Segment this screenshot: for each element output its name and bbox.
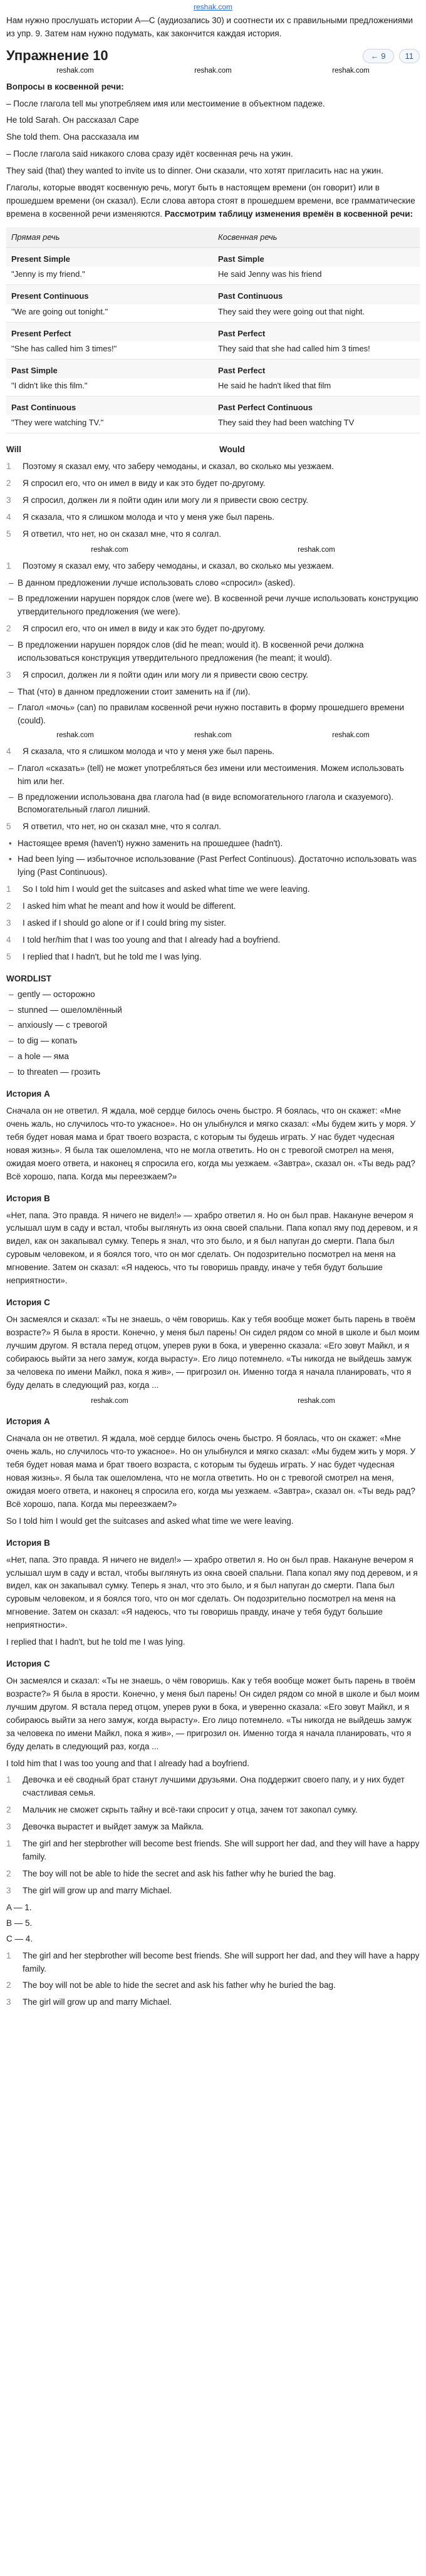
list-item-text: I asked him what he meant and how it would be different.: [23, 901, 236, 911]
rule-example: They said (that) they wanted to invite us to dinner. Они сказали, что хотят пригласить нас на ужин.: [6, 166, 383, 176]
answer-key-item: B — 5.: [6, 1918, 33, 1928]
list-item: 3 Я спросил, должен ли я пойти один или могу ли я привести свою сестру.: [6, 669, 420, 682]
list-item-text: The boy will not be able to hide the secret and ask his father why he buried the bag.: [23, 1868, 336, 1878]
watermark: reshak.com: [56, 731, 94, 739]
would-label: Would: [219, 445, 245, 455]
answer-key-item: A — 1.: [6, 1902, 32, 1912]
bullet: – В данном предложении лучше использовать слово «спросил» (asked).: [18, 577, 420, 590]
word-item: – stunned — ошеломлённый: [18, 1004, 420, 1017]
list-item-text: Девочка и её сводный брат станут лучшими друзьями. Она поддержит своего папу, и у них будет счастливая семья.: [23, 1775, 405, 1798]
table-cell: Present Continuous: [6, 285, 213, 304]
list-item: 2 The boy will not be able to hide the secret and ask his father why he buried the bag.: [6, 1979, 420, 1992]
exercise-header: [6, 48, 420, 64]
list-item-text: Девочка вырастет и выйдет замуж за Майкла.: [23, 1822, 204, 1832]
watermark: reshak.com: [56, 66, 94, 75]
table-row: [6, 378, 420, 396]
list-item-text: I asked if I should go alone or if I could bring my sister.: [23, 918, 226, 928]
bullet-list: [6, 837, 420, 879]
list-item-text: Я сказала, что я слишком молода и что у меня уже был парень.: [23, 512, 274, 522]
list-item-text: The girl will grow up and marry Michael.: [23, 1997, 172, 2007]
list-item: 4 I told her/him that I was too young and that I already had a boyfriend.: [6, 934, 420, 947]
watermark: reshak.com: [91, 1397, 128, 1405]
story-title: История A: [6, 1417, 50, 1427]
list-item-text: Поэтому я сказал ему, что заберу чемоданы, и сказал, во сколько мы уезжаем.: [23, 561, 334, 571]
list-item-text: Я спросил, должен ли я пойти один или могу ли я привести свою сестру.: [23, 495, 308, 505]
watermark-row: [6, 730, 420, 742]
list-item: 5 Я ответил, что нет, но он сказал мне, что я солгал.: [6, 820, 420, 834]
bullet-list: [6, 762, 420, 817]
watermark-row: [6, 66, 420, 77]
table-cell: He said he hadn't liked that film: [213, 378, 420, 396]
list-item: 5 I replied that I hadn't, but he told me I was lying.: [6, 951, 420, 964]
watermark: reshak.com: [298, 546, 335, 554]
table-header: Косвенная речь: [213, 227, 420, 248]
list-item-text: Я спросил, должен ли я пойти один или могу ли я привести свою сестру.: [23, 670, 308, 680]
list-item-text: So I told him I would get the suitcases and asked what time we were leaving.: [23, 884, 310, 894]
table-cell: Present Perfect: [6, 322, 213, 341]
table-cell: Past Perfect: [213, 322, 420, 341]
word-item: – a hole — яма: [18, 1050, 420, 1063]
list-item: 2 Я спросил его, что он имел в виду и как это будет по-другому.: [6, 477, 420, 490]
list-item: 1 Поэтому я сказал ему, что заберу чемоданы, и сказал, во сколько мы уезжаем.: [6, 560, 420, 573]
watermark: reshak.com: [298, 1397, 335, 1405]
rule-text-body: Глаголы, которые вводят косвенную речь, могут быть в настоящем времени (он говорит) или в прошедшем времени (он сказал). Если слова автора стоят в прошедшем времени, все грамматические времена в косвенной речи изменяются.: [6, 183, 415, 219]
table-row: [6, 415, 420, 433]
bullet: – Глагол «сказать» (tell) не может употребляться без имени или местоимения. Можем использовать him или her.: [18, 762, 420, 789]
list-item-text: Поэтому я сказал ему, что заберу чемоданы, и сказал, во сколько мы уезжаем.: [23, 462, 334, 472]
site-link[interactable]: reshak.com: [193, 3, 233, 11]
story-text: Он засмеялся и сказал: «Ты не знаешь, о чём говоришь. Как у тебя вообще может быть парень в твоём возрасте?» Я была в ярости. Конечно, у меня был парень! Он сидел рядом со мной в школе и был моим лучшим другом. Я встала перед отцом, уперев руки в бока, и уверенно сказала: «Его зовут Майкл, и я собираюсь выйти за него замуж, когда вырасту». Его лицо потемнело. «Ты никогда не выйдешь замуж за человека по имени Майкл, пока я жив», — пригрозил он. Именно тогда я начала планировать, что я буду делать в следующий раз, когда ...: [6, 1314, 420, 1390]
translation-list: [6, 460, 420, 541]
story-text: «Нет, папа. Это правда. Я ничего не видел!» — храбро ответил я. Но он был прав. Накануне вечером я услышал шум в саду и встал, чтобы выглянуть из окна своей спальни. Папа копал яму под деревом, и я видел, как он закапывал сумку. Теперь я знал, что это было, и я был напуган до смерти. Папа был суровым человеком, и я боялся того, что он мог сделать. Он подозрительно посмотрел на меня на мгновение. Затем он сказал: «Я надеюсь, что ты говоришь правду, иначе у тебя будут большие неприятности».: [6, 1210, 418, 1286]
will-label: Will: [6, 445, 21, 455]
rule-text: [6, 182, 420, 221]
list-item-text: The girl will grow up and marry Michael.: [23, 1885, 172, 1895]
list-item: 1 So I told him I would get the suitcases and asked what time we were leaving.: [6, 883, 420, 896]
bullet: – That (что) в данном предложении стоит заменить на if (ли).: [18, 686, 420, 699]
table-cell: "Jenny is my friend.": [6, 267, 213, 285]
list-item-text: Я ответил, что нет, но он сказал мне, что я солгал.: [23, 822, 222, 832]
watermark: reshak.com: [332, 66, 370, 75]
will-would-row: [6, 443, 420, 457]
list-item: 3 I asked if I should go alone or if I could bring my sister.: [6, 917, 420, 930]
word-item: – to dig — копать: [18, 1035, 420, 1048]
bullet-list: [6, 686, 420, 728]
table-row: [6, 248, 420, 267]
table-cell: They said they had been watching TV: [213, 415, 420, 433]
next-exercise-button[interactable]: 11: [399, 49, 420, 63]
table-row: [6, 285, 420, 304]
bullet: – Глагол «мочь» (can) по правилам косвенной речи нужно поставить в форму прошедшего времени (could).: [18, 701, 420, 728]
list-item: 3 Девочка вырастет и выйдет замуж за Майкла.: [6, 1821, 420, 1834]
list-item: 2 I asked him what he meant and how it would be different.: [6, 900, 420, 913]
answer-key: [6, 1901, 420, 1946]
table-cell: "I didn't like this film.": [6, 378, 213, 396]
bullet: – В предложении нарушен порядок слов (did he mean; would it). В косвенной речи должна использоваться конструкция утвердительного предложения (he meant; it would).: [18, 639, 420, 665]
list-item-text: The girl and her stepbrother will become best friends. She will support her dad, and they will have a happy family.: [23, 1839, 420, 1862]
watermark: reshak.com: [194, 731, 232, 739]
story-text: Сначала он не ответил. Я ждала, моё сердце билось очень быстро. Я боялась, что он скажет: «Мне очень жаль, но случилось что-то ужасное». Но он улыбнулся и мягко сказал: «Мы будем жить у моря. У тебя будет новая мама и брат твоего возраста, с которым ты будешь играть. У нас будет чудесная новая жизнь». Я была так ошеломлена, что не могла ответить. Но он с тревогой смотрел на меня, ожидая моего ответа, и наконец я спросила его, когда мы уезжаем. «Завтра», сказал он. «Ты ведь рад? Всё хорошо, папа. Когда мы переезжаем?»: [6, 1106, 416, 1181]
answer-sentence: [6, 1515, 420, 1528]
table-cell: Past Continuous: [213, 285, 420, 304]
table-header: Прямая речь: [6, 227, 213, 248]
answer-sentence-text: I told him that I was too young and that I already had a boyfriend.: [6, 1758, 249, 1768]
table-row: [6, 322, 420, 341]
list-item: 3 Я спросил, должен ли я пойти один или могу ли я привести свою сестру.: [6, 494, 420, 507]
table-cell: Past Perfect Continuous: [213, 396, 420, 416]
table-cell: They said that she had called him 3 times!: [213, 341, 420, 360]
exercise-title: Упражнение 10: [6, 48, 108, 64]
table-cell: Past Simple: [6, 359, 213, 378]
correction-list: [6, 669, 420, 682]
wordlist: [6, 988, 420, 1080]
table-cell: Present Simple: [6, 248, 213, 267]
list-item: 2 Мальчик не сможет скрыть тайну и всё-таки спросит у отца, зачем тот закопал сумку.: [6, 1804, 420, 1817]
table-cell: They said they were going out that night.: [213, 304, 420, 323]
answer-sentence: [6, 1757, 420, 1771]
list-item: 5 Я ответил, что нет, но он сказал мне, что я солгал.: [6, 528, 420, 541]
answer-key-item: C — 4.: [6, 1933, 33, 1943]
correction-list: [6, 820, 420, 834]
rule-example: He told Sarah. Он рассказал Саре: [6, 115, 139, 125]
rule-text: – После глагола tell мы употребляем имя или местоимение в объектном падеже.: [6, 98, 325, 108]
rule-text-bold: Рассмотрим таблицу изменения времён в косвенной речи:: [164, 209, 413, 219]
table-row: [6, 304, 420, 323]
prev-exercise-button[interactable]: ← 9: [363, 49, 394, 63]
story-title: История B: [6, 1538, 50, 1548]
table-row: [6, 396, 420, 416]
endings-en-final: [6, 1950, 420, 2010]
list-item: 1 The girl and her stepbrother will become best friends. She will support her dad, and they will have a happy family.: [6, 1838, 420, 1864]
table-cell: "We are going out tonight.": [6, 304, 213, 323]
word-item: – gently — осторожно: [18, 988, 420, 1001]
list-item: 1 Поэтому я сказал ему, что заберу чемоданы, и сказал, во сколько мы уезжаем.: [6, 460, 420, 473]
bullet: • Настоящее время (haven't) нужно заменить на прошедшее (hadn't).: [18, 837, 420, 851]
watermark: reshak.com: [332, 731, 370, 739]
table-row: [6, 267, 420, 285]
bullet-list: [6, 639, 420, 665]
list-item-text: Я ответил, что нет, но он сказал мне, что я солгал.: [23, 529, 222, 539]
bullet-list: [6, 577, 420, 619]
story-text: Он засмеялся и сказал: «Ты не знаешь, о чём говоришь. Как у тебя вообще может быть парень в твоём возрасте?» Я была в ярости. Конечно, у меня был парень! Он сидел рядом со мной в школе и был моим лучшим другом. Я встала перед отцом, уперев руки в бока, и уверенно сказала: «Его зовут Майкл, и я собираюсь выйти за него замуж, когда вырасту». Его лицо потемнело. «Ты никогда не выйдешь замуж за человека по имени Майкл, пока я жив», — пригрозил он. Именно тогда я начала планировать, что я буду делать в следующий раз, когда ...: [6, 1675, 420, 1751]
list-item-text: I told her/him that I was too young and that I already had a boyfriend.: [23, 934, 281, 944]
table-cell: "She has called him 3 times!": [6, 341, 213, 360]
story-title: История A: [6, 1089, 50, 1099]
bullet: – В предложении использована два глагола had (в виде вспомогательного глагола и сказуемого). Вспомогательный глагол лишний.: [18, 791, 420, 817]
story-title: История C: [6, 1298, 50, 1308]
tense-table: [6, 227, 420, 434]
watermark: reshak.com: [91, 546, 128, 554]
table-row: [6, 341, 420, 360]
answer-sentence-text: I replied that I hadn't, but he told me I was lying.: [6, 1637, 185, 1647]
list-item-text: Я сказала, что я слишком молода и что у меня уже был парень.: [23, 746, 274, 756]
bullet: – В предложении нарушен порядок слов (were we). В косвенной речи лучше использовать конструкцию утвердительного предложения (we were).: [18, 592, 420, 619]
bullet: • Had been lying — избыточное использование (Past Perfect Continuous). Достаточно использовать was lying (Past Continuous).: [18, 853, 420, 879]
table-cell: Past Continuous: [6, 396, 213, 416]
correct-sentences-list: [6, 883, 420, 964]
correction-list: [6, 560, 420, 573]
table-cell: He said Jenny was his friend: [213, 267, 420, 285]
list-item-text: The boy will not be able to hide the secret and ask his father why he buried the bag.: [23, 1980, 336, 1990]
rule-text: – После глагола said никакого слова сразу идёт косвенная речь на ужин.: [6, 149, 293, 159]
list-item-text: Я спросил его, что он имел в виду и как это будет по-другому.: [23, 623, 266, 633]
exercise-nav: [363, 49, 420, 63]
watermark-row: [6, 545, 420, 556]
list-item: 1 Девочка и её сводный брат станут лучшими друзьями. Она поддержит своего папу, и у них будет счастливая семья.: [6, 1774, 420, 1800]
answer-sentence: [6, 1636, 420, 1649]
correction-list: [6, 745, 420, 758]
table-cell: "They were watching TV.": [6, 415, 213, 433]
rules-heading: Вопросы в косвенной речи:: [6, 81, 124, 91]
list-item: 4 Я сказала, что я слишком молода и что у меня уже был парень.: [6, 745, 420, 758]
list-item-text: Я спросил его, что он имел в виду и как это будет по-другому.: [23, 478, 266, 489]
list-item-text: Мальчик не сможет скрыть тайну и всё-таки спросит у отца, зачем тот закопал сумку.: [23, 1805, 358, 1815]
correction-list: [6, 623, 420, 636]
table-row: [6, 359, 420, 378]
word-item: – to threaten — грозить: [18, 1066, 420, 1079]
story-title: История C: [6, 1659, 50, 1669]
list-item: 3 The girl will grow up and marry Michael.: [6, 1996, 420, 2009]
story-text: Сначала он не ответил. Я ждала, моё сердце билось очень быстро. Я боялась, что он скажет: «Мне очень жаль, но случилось что-то ужасное». Но он улыбнулся и мягко сказал: «Мы будем жить у моря. У тебя будет новая мама и брат твоего возраста, с которым ты будешь играть. У нас будет чудесная новая жизнь». Я была так ошеломлена, что не могла ответить. Но он с тревогой смотрел на меня, ожидая моего ответа, и наконец я спросила его, когда мы уезжаем. «Завтра», сказал он. «Ты ведь рад? Всё хорошо, папа. Когда мы переезжаем?»: [6, 1434, 416, 1509]
intro-text: Нам нужно прослушать истории A—C (аудиозапись 30) и соотнести их с правильными предложениями из упр. 9. Затем нам нужно подумать, как закончится каждая история.: [6, 15, 413, 38]
wordlist-title: WORDLIST: [6, 973, 51, 983]
table-cell: Past Perfect: [213, 359, 420, 378]
list-item: 3 The girl will grow up and marry Michael.: [6, 1885, 420, 1898]
endings-list: [6, 1774, 420, 1834]
list-item: 2 The boy will not be able to hide the secret and ask his father why he buried the bag.: [6, 1868, 420, 1881]
rule-example: She told them. Она рассказала им: [6, 132, 139, 142]
list-item-text: The girl and her stepbrother will become best friends. She will support her dad, and they will have a happy family.: [23, 1950, 420, 1973]
answer-sentence-text: So I told him I would get the suitcases and asked what time we were leaving.: [6, 1516, 294, 1526]
story-title: История B: [6, 1193, 50, 1203]
list-item: 1 The girl and her stepbrother will become best friends. She will support her dad, and they will have a happy family.: [6, 1950, 420, 1976]
story-text: «Нет, папа. Это правда. Я ничего не видел!» — храбро ответил я. Но он был прав. Накануне вечером я услышал шум в саду и встал, чтобы выглянуть из окна своей спальни. Папа копал яму под деревом, и я видел, как он закапывал сумку. Теперь я знал, что это было, и я был напуган до смерти. Папа был суровым человеком, и я боялся того, что он мог сделать. Он подозрительно посмотрел на меня на мгновение. Затем он сказал: «Я надеюсь, что ты говоришь правду, иначе у тебя будут большие неприятности».: [6, 1554, 418, 1630]
endings-en-list: [6, 1838, 420, 1898]
list-item: 2 Я спросил его, что он имел в виду и как это будет по-другому.: [6, 623, 420, 636]
table-cell: Past Simple: [213, 248, 420, 267]
watermark: reshak.com: [194, 66, 232, 75]
watermark-row: [6, 1396, 420, 1407]
list-item-text: I replied that I hadn't, but he told me I was lying.: [23, 951, 202, 961]
word-item: – anxiously — с тревогой: [18, 1019, 420, 1032]
list-item: 4 Я сказала, что я слишком молода и что у меня уже был парень.: [6, 511, 420, 524]
